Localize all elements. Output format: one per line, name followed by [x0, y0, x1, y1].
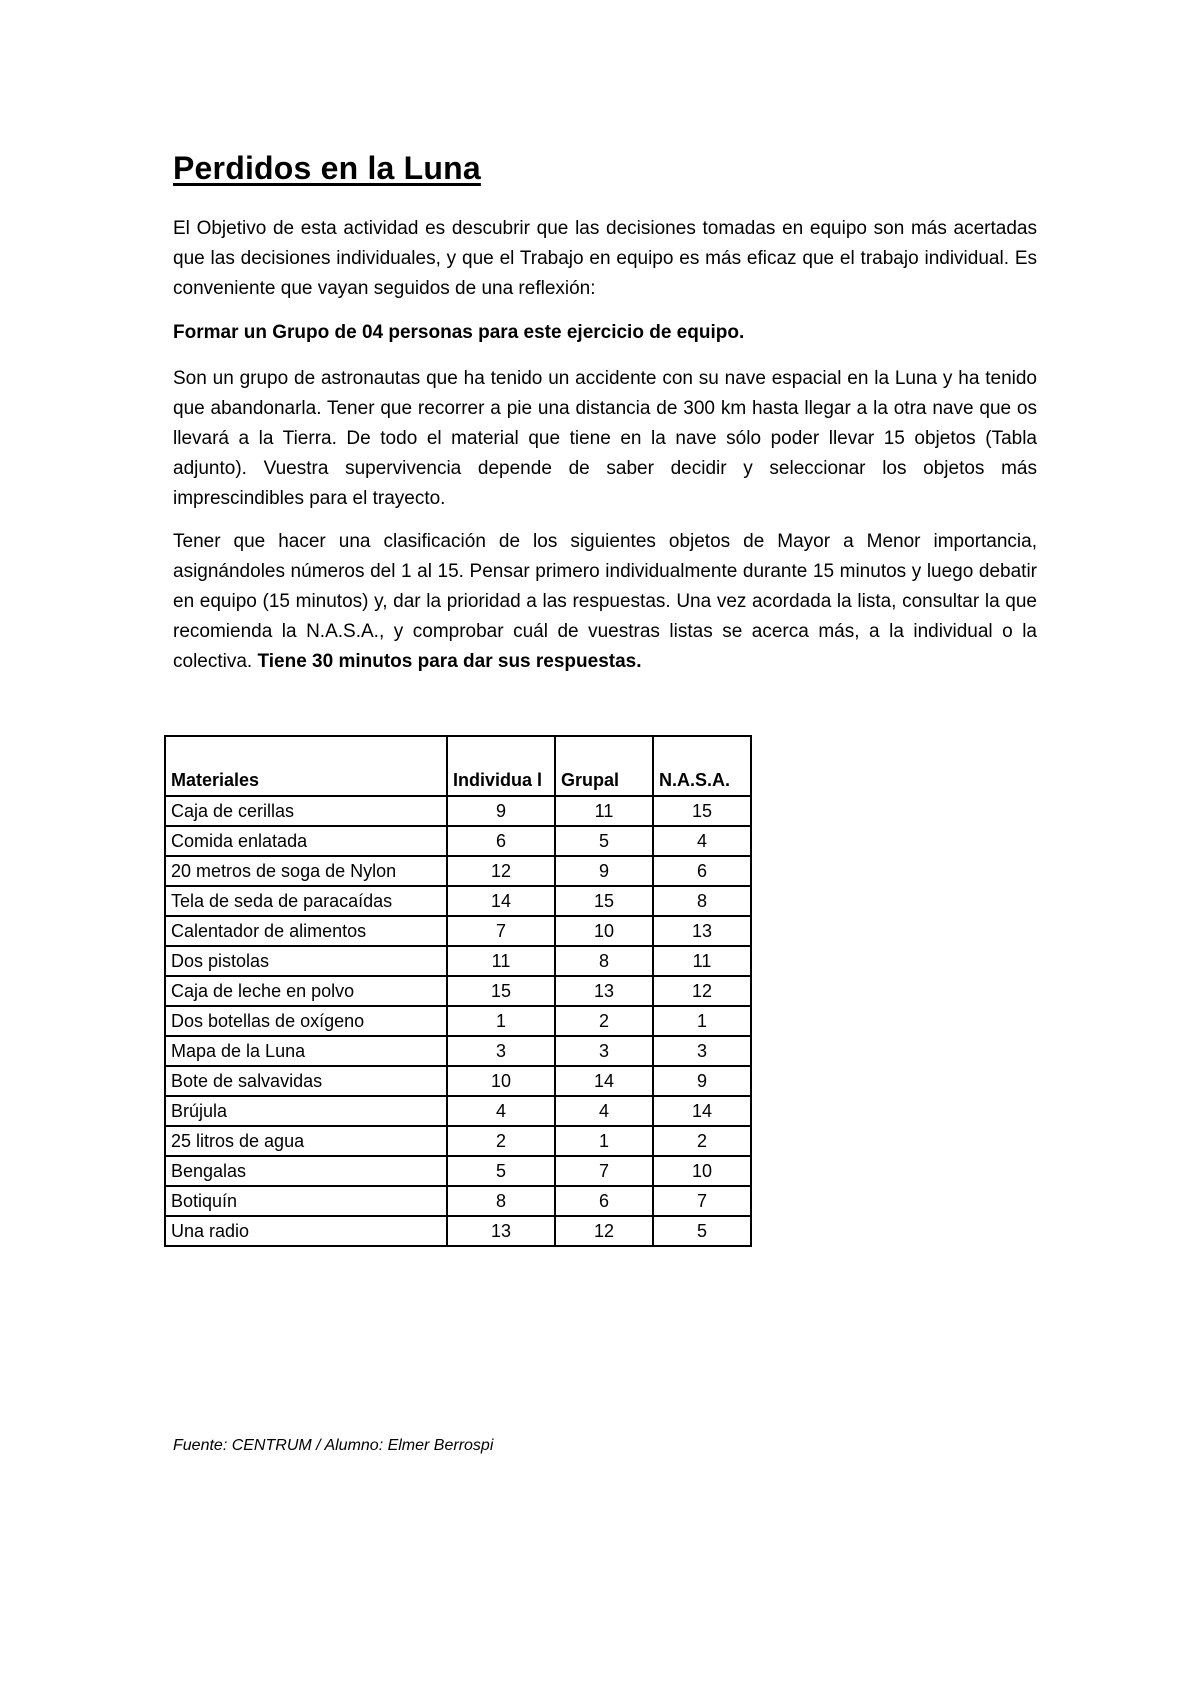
cell-nasa: 15 — [653, 796, 751, 826]
cell-material: Bote de salvavidas — [165, 1066, 447, 1096]
cell-material: Caja de cerillas — [165, 796, 447, 826]
task-paragraph — [173, 527, 1037, 677]
cell-nasa: 1 — [653, 1006, 751, 1036]
table-row — [165, 916, 751, 946]
table-row — [165, 1066, 751, 1096]
page-title: Perdidos en la Luna — [173, 150, 481, 186]
cell-grupal: 6 — [555, 1186, 653, 1216]
cell-material: Mapa de la Luna — [165, 1036, 447, 1066]
cell-material: 25 litros de agua — [165, 1126, 447, 1156]
header-nasa: N.A.S.A. — [653, 736, 751, 796]
cell-nasa: 10 — [653, 1156, 751, 1186]
cell-individual: 10 — [447, 1066, 555, 1096]
cell-grupal: 1 — [555, 1126, 653, 1156]
cell-individual: 3 — [447, 1036, 555, 1066]
cell-grupal: 14 — [555, 1066, 653, 1096]
cell-nasa: 14 — [653, 1096, 751, 1126]
cell-nasa: 13 — [653, 916, 751, 946]
source-note: Fuente: CENTRUM / Alumno: Elmer Berrospi — [173, 1437, 494, 1454]
cell-material: Bengalas — [165, 1156, 447, 1186]
cell-grupal: 8 — [555, 946, 653, 976]
table-row — [165, 796, 751, 826]
cell-grupal: 3 — [555, 1036, 653, 1066]
cell-individual: 14 — [447, 886, 555, 916]
table-row — [165, 1096, 751, 1126]
scenario-paragraph: Son un grupo de astronautas que ha tenido un accidente con su nave espacial en la Luna y ha tenido que abandonarla. Tener que recorrer a pie una distancia de 300 km hasta llegar a la otra nave que os llevará a la Tierra. De todo el material que tiene en la nave sólo poder llevar 15 objetos (Tabla adjunto). Vuestra supervivencia depende de saber decidir y seleccionar los objetos más imprescindibles para el trayecto. — [173, 368, 1037, 509]
table-row — [165, 1036, 751, 1066]
cell-grupal: 10 — [555, 916, 653, 946]
cell-nasa: 3 — [653, 1036, 751, 1066]
cell-individual: 12 — [447, 856, 555, 886]
cell-material: Dos pistolas — [165, 946, 447, 976]
materials-table — [164, 735, 752, 1247]
cell-nasa: 9 — [653, 1066, 751, 1096]
cell-material: Tela de seda de paracaídas — [165, 886, 447, 916]
intro-paragraph: El Objetivo de esta actividad es descubrir que las decisiones tomadas en equipo son más acertadas que las decisiones individuales, y que el Trabajo en equipo es más eficaz que el trabajo individual. Es conveniente que vayan seguidos de una reflexión: — [173, 218, 1037, 299]
group-instruction: Formar un Grupo de 04 personas para este ejercicio de equipo. — [173, 322, 745, 343]
cell-nasa: 8 — [653, 886, 751, 916]
cell-individual: 9 — [447, 796, 555, 826]
cell-nasa: 2 — [653, 1126, 751, 1156]
task-text: Tener que hacer una clasificación de los siguientes objetos de Mayor a Menor importancia, asignándoles números del 1 al 15. Pensar primero individualmente durante 15 minutos y luego debatir en equipo (15 minutos) y, dar la prioridad a las respuestas. Una vez acordada la lista, consultar la que recomienda la N.A.S.A., y comprobar cuál de vuestras listas se acerca más, a la individual o la colectiva. — [173, 531, 1037, 672]
cell-individual: 4 — [447, 1096, 555, 1126]
header-individual: Individua l — [447, 736, 555, 796]
table-row — [165, 946, 751, 976]
table-row — [165, 1126, 751, 1156]
cell-individual: 8 — [447, 1186, 555, 1216]
cell-material: Botiquín — [165, 1186, 447, 1216]
cell-nasa: 5 — [653, 1216, 751, 1246]
cell-individual: 6 — [447, 826, 555, 856]
cell-grupal: 4 — [555, 1096, 653, 1126]
cell-material: Comida enlatada — [165, 826, 447, 856]
cell-grupal: 5 — [555, 826, 653, 856]
cell-individual: 7 — [447, 916, 555, 946]
cell-individual: 5 — [447, 1156, 555, 1186]
cell-material: Caja de leche en polvo — [165, 976, 447, 1006]
cell-individual: 2 — [447, 1126, 555, 1156]
cell-nasa: 6 — [653, 856, 751, 886]
cell-grupal: 15 — [555, 886, 653, 916]
cell-nasa: 4 — [653, 826, 751, 856]
table-header-row — [165, 736, 751, 796]
cell-grupal: 13 — [555, 976, 653, 1006]
time-limit-text: Tiene 30 minutos para dar sus respuestas. — [257, 651, 642, 672]
table-row — [165, 826, 751, 856]
cell-nasa: 12 — [653, 976, 751, 1006]
cell-individual: 15 — [447, 976, 555, 1006]
table-row — [165, 856, 751, 886]
cell-grupal: 9 — [555, 856, 653, 886]
table-row — [165, 976, 751, 1006]
cell-grupal: 12 — [555, 1216, 653, 1246]
table-row — [165, 886, 751, 916]
table-row — [165, 1186, 751, 1216]
cell-individual: 11 — [447, 946, 555, 976]
cell-nasa: 7 — [653, 1186, 751, 1216]
cell-material: Brújula — [165, 1096, 447, 1126]
table-body — [165, 796, 751, 1246]
table-row — [165, 1216, 751, 1246]
cell-grupal: 7 — [555, 1156, 653, 1186]
cell-material: Dos botellas de oxígeno — [165, 1006, 447, 1036]
cell-material: Una radio — [165, 1216, 447, 1246]
table-row — [165, 1006, 751, 1036]
header-materiales: Materiales — [165, 736, 447, 796]
header-grupal: Grupal — [555, 736, 653, 796]
cell-material: Calentador de alimentos — [165, 916, 447, 946]
cell-material: 20 metros de soga de Nylon — [165, 856, 447, 886]
cell-grupal: 2 — [555, 1006, 653, 1036]
cell-nasa: 11 — [653, 946, 751, 976]
cell-individual: 13 — [447, 1216, 555, 1246]
table-row — [165, 1156, 751, 1186]
cell-grupal: 11 — [555, 796, 653, 826]
cell-individual: 1 — [447, 1006, 555, 1036]
